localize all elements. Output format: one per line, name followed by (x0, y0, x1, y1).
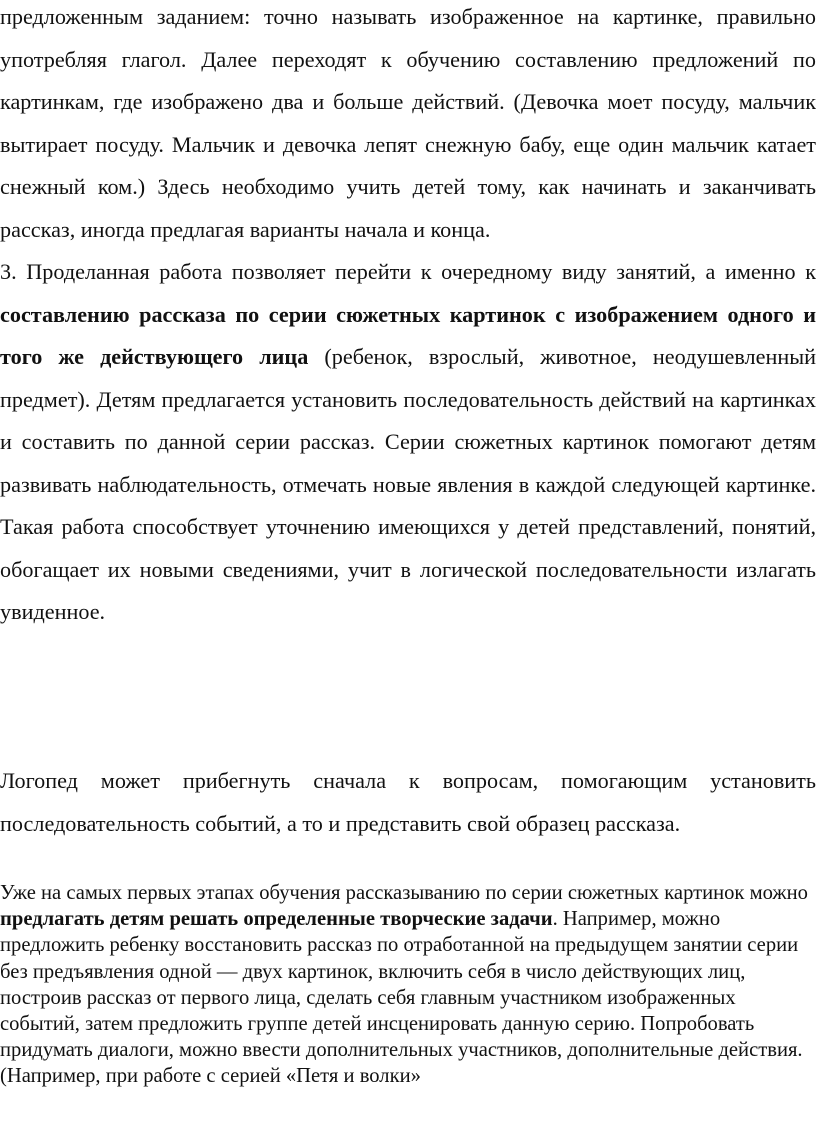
paragraph-3-tail-text: (ребенок, взрослый, животное, неодушевленный предмет). Детям предлагается установить последовательность действий на картинках и составить по данной серии рассказ. Серии сюжетных картинок помогают детям развивать наблюдательность, отмечать новые явления в каждой следующей картинке. Такая работа способствует уточнению имеющихся у детей представлений, понятий, обогащает их новыми сведениями, учит в логической последовательности излагать увиденное. (0, 344, 816, 624)
creative-tasks-bold-text: предлагать детям решать определенные творческие задачи (0, 908, 553, 931)
paragraph-continuation: предложенным заданием: точно называть изображенное на картинке, правильно употребляя глагол. Далее переходят к обучению составлению предложений по картинкам, где изображено два и больше действий. (Девочка моет посуду, мальчик вытирает посуду. Мальчик и девочка лепят снежную бабу, еще один мальчик катает снежный ком.) Здесь необходимо учить детей тому, как начинать и заканчивать рассказ, иногда предлагая варианты начала и конца. (0, 4, 816, 242)
text-section-speech-therapist (0, 760, 816, 845)
paragraph-numbered-3 (0, 251, 816, 634)
paragraph-3-bold-text: составлению рассказа по серии сюжетных картинок с изображением одного и того же действующего лица (0, 301, 816, 369)
paragraph-3-lead-text: 3. Проделанная работа позволяет перейти к очередному виду занятий, а именно к (0, 259, 816, 284)
paragraph-speech-therapist: Логопед может прибегнуть сначала к вопросам, помогающим установить последовательность событий, а то и представить свой образец рассказа. (0, 768, 816, 836)
paragraph-creative-tasks (0, 880, 816, 1090)
text-section-creative-tasks (0, 880, 816, 1090)
creative-tasks-lead-text: Уже на самых первых этапах обучения рассказыванию по серии сюжетных картинок можно (0, 882, 808, 904)
creative-tasks-tail-text: . Например, можно предложить ребенку восстановить рассказ по отработанной на предыдущем занятии серии без предъявления одной — двух картинок, включить себя в число действующих лиц, построив рассказ от первого лица, сделать себя главным участником изображенных событий, затем предложить группе детей инсценировать данную серию. Попробовать придумать диалоги, можно ввести дополнительных участников, дополнительные действия. (Например, при работе с серией «Петя и волки» (0, 908, 803, 1088)
